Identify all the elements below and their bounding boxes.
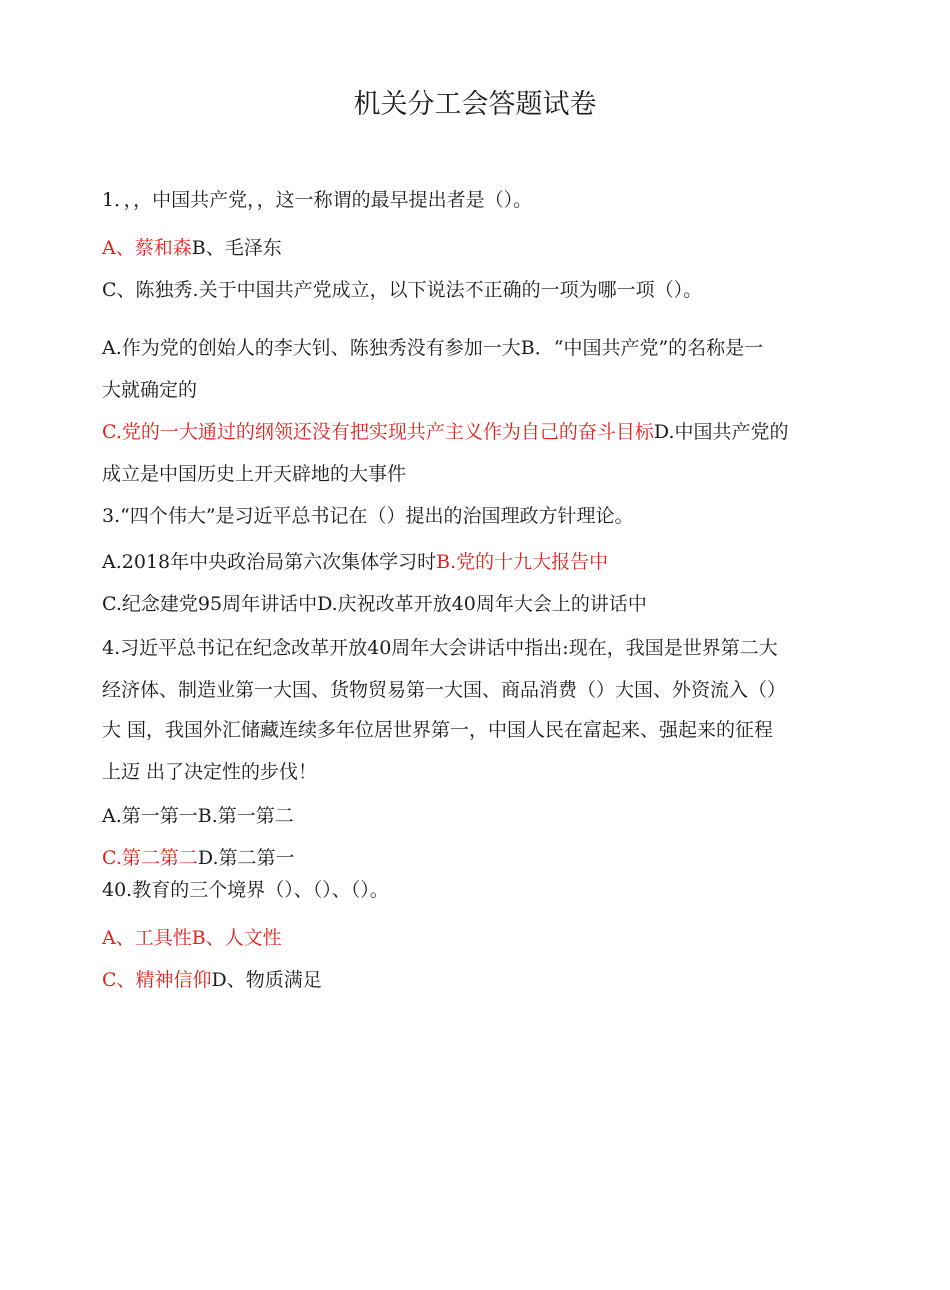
text-line: [102, 378, 197, 402]
answer-highlight: A、工具性B、人文性: [102, 927, 282, 949]
answer-highlight: A、蔡和森: [102, 237, 192, 259]
line-text: D.第二第一: [197, 847, 295, 869]
text-line: [102, 236, 282, 260]
text-line: [102, 760, 317, 784]
text-line: [102, 592, 647, 616]
text-line: [102, 846, 295, 870]
text-line: [102, 278, 702, 302]
line-text: A.2018年中央政治局第六次集体学习时: [102, 551, 437, 573]
line-text: 经济体、制造业第一大国、货物贸易第一大国、商品消费（）大国、外资流入（）: [102, 679, 787, 701]
text-line: [102, 504, 634, 528]
line-text: 4.习近平总书记在纪念改革开放40周年大会讲话中指出:现在，我国是世界第二大: [102, 637, 778, 659]
text-line: [102, 926, 282, 950]
answer-highlight: B.党的十九大报告中: [436, 551, 609, 573]
line-text: 1．，，中国共产党，，这一称谓的最早提出者是（）。: [102, 189, 533, 211]
text-line: [102, 718, 773, 742]
line-text: 上迈 出了决定性的步伐！: [102, 761, 318, 783]
line-text: A.第一第一B.第一第二: [102, 805, 294, 827]
line-text: D、物质满足: [211, 969, 322, 991]
text-line: [102, 550, 608, 574]
line-text: C.纪念建党95周年讲话中D.庆祝改革开放40周年大会上的讲话中: [102, 593, 647, 615]
text-line: [102, 336, 763, 360]
answer-highlight: C.第二第二: [102, 847, 198, 869]
page-title: 机关分工会答题试卷: [353, 89, 597, 120]
line-text: 大 国，我国外汇储藏连续多年位居世界第一，中国人民在富起来、强起来的征程: [102, 719, 774, 741]
line-text: B、毛泽东: [191, 237, 282, 259]
line-text: 40.教育的三个境界（）、（）、（）。: [102, 879, 389, 901]
answer-highlight: C、精神信仰: [102, 969, 212, 991]
text-line: [102, 636, 778, 660]
text-line: [102, 462, 406, 486]
line-text: 成立是中国历史上开天辟地的大事件: [102, 463, 407, 485]
text-line: [102, 804, 294, 828]
line-text: C、陈独秀.关于中国共产党成立，以下说法不正确的一项为哪一项（）。: [102, 279, 703, 301]
line-text: 大就确定的: [102, 379, 198, 401]
text-line: [102, 968, 322, 992]
line-text: 3.“四个伟大”是习近平总书记在（）提出的治国理政方针理论。: [102, 505, 634, 527]
line-text: D.中国共产党的: [653, 421, 789, 443]
text-line: [102, 678, 786, 702]
text-line: [102, 188, 532, 212]
text-line: [102, 420, 789, 444]
answer-highlight: C.党的一大通过的纲领还没有把实现共产主义作为自己的奋斗目标: [102, 421, 654, 443]
text-line: [102, 878, 389, 902]
line-text: A.作为党的创始人的李大钊、陈独秀没有参加一大B．“中国共产党”的名称是一: [102, 337, 764, 359]
